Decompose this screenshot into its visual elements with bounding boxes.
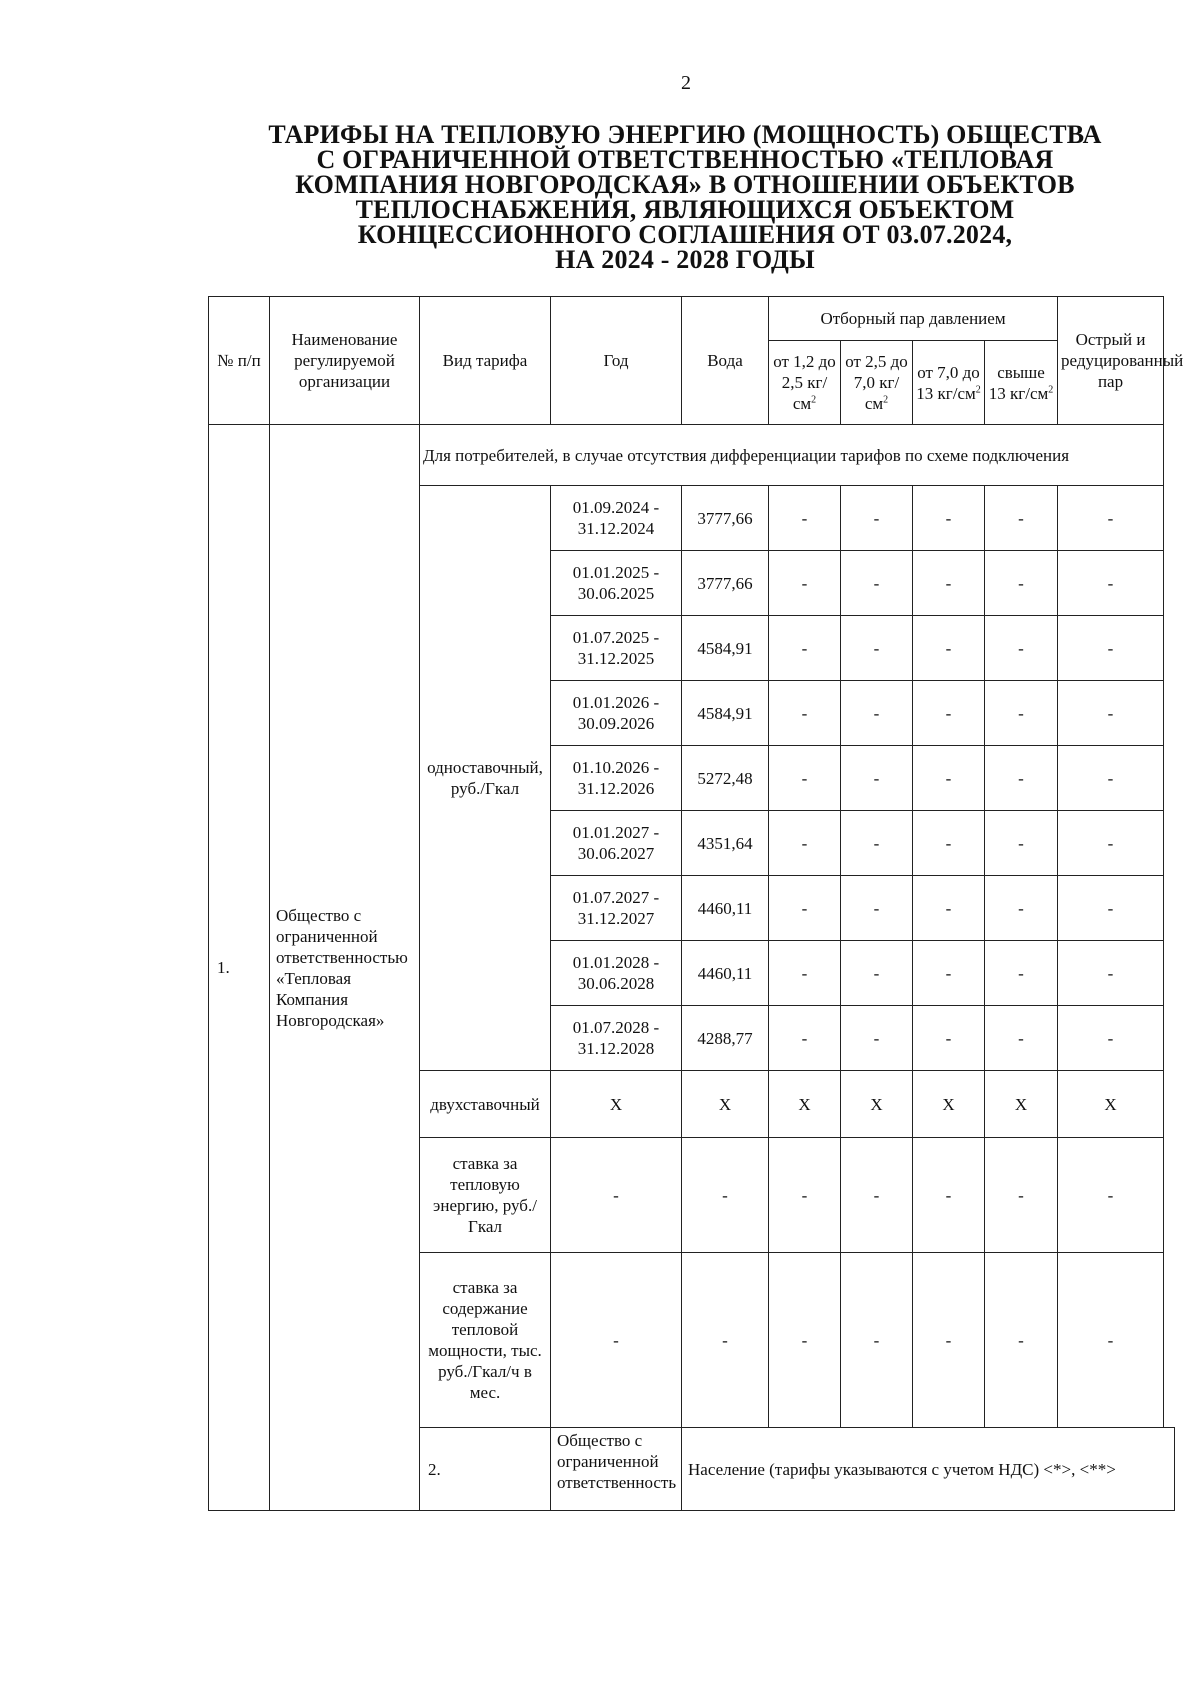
title-line: ТЕПЛОСНАБЖЕНИЯ, ЯВЛЯЮЩИХСЯ ОБЪЕКТОМ (355, 195, 1015, 224)
dash-cell: - (1058, 1006, 1164, 1071)
document-title (220, 122, 1150, 272)
dash-cell: - (769, 1138, 841, 1253)
period-cell: 01.01.2025 - 30.06.2025 (551, 551, 682, 616)
water-value: 3777,66 (682, 486, 769, 551)
x-cell: X (682, 1071, 769, 1138)
water-value: 4460,11 (682, 876, 769, 941)
dash-cell: - (769, 551, 841, 616)
dash-cell: - (913, 811, 985, 876)
dash-cell: - (769, 1006, 841, 1071)
consumer-note: Для потребителей, в случае отсутствия дифференциации тарифов по схеме подключения (420, 425, 1164, 486)
water-value: 4584,91 (682, 616, 769, 681)
period-cell: 01.07.2025 - 31.12.2025 (551, 616, 682, 681)
dash-cell: - (841, 1253, 913, 1428)
title-line: С ОГРАНИЧЕННОЙ ОТВЕТСТВЕННОСТЬЮ «ТЕПЛОВАЯ (316, 145, 1054, 174)
title-line: НА 2024 - 2028 ГОДЫ (555, 245, 815, 274)
dash-cell: - (769, 941, 841, 1006)
water-value: 4288,77 (682, 1006, 769, 1071)
header-year: Год (551, 297, 682, 425)
water-value: 3777,66 (682, 551, 769, 616)
organization-name: Общество с ограниченной ответственностью «Тепловая Компания Новгородская» (270, 425, 420, 1511)
header-water: Вода (682, 297, 769, 425)
dash-cell: - (985, 551, 1058, 616)
dash-cell: - (551, 1138, 682, 1253)
dash-cell: - (913, 876, 985, 941)
x-cell: X (769, 1071, 841, 1138)
header-steam-group: Отборный пар давлением (769, 297, 1058, 341)
dash-cell: - (1058, 551, 1164, 616)
period-cell: 01.01.2028 - 30.06.2028 (551, 941, 682, 1006)
header-num: № п/п (209, 297, 270, 425)
period-cell: 01.01.2026 - 30.09.2026 (551, 681, 682, 746)
header-steam-2: от 2,5 до 7,0 $кг/см^2$ (841, 341, 913, 425)
page-number: 2 (681, 72, 691, 94)
dash-cell: - (985, 486, 1058, 551)
dash-cell: - (985, 941, 1058, 1006)
x-cell: X (913, 1071, 985, 1138)
organization-name: Общество с ограниченной ответственность (551, 1428, 682, 1511)
dash-cell: - (1058, 941, 1164, 1006)
header-sharp-steam: Острый и редуцированный пар (1058, 297, 1164, 425)
dash-cell: - (1058, 486, 1164, 551)
header-tariff-type: Вид тарифа (420, 297, 551, 425)
tariff-table (208, 296, 1184, 1511)
dash-cell: - (769, 486, 841, 551)
dash-cell: - (841, 1138, 913, 1253)
period-cell: 01.07.2028 - 31.12.2028 (551, 1006, 682, 1071)
dash-cell: - (1058, 616, 1164, 681)
dash-cell: - (985, 746, 1058, 811)
dash-cell: - (913, 1253, 985, 1428)
header-steam-4: свыше 13 $кг/см^2$ (985, 341, 1058, 425)
dash-cell: - (913, 1138, 985, 1253)
dash-cell: - (841, 746, 913, 811)
dash-cell: - (769, 681, 841, 746)
single-rate-label: одноставочный, руб./Гкал (420, 486, 551, 1071)
dash-cell: - (841, 1006, 913, 1071)
dash-cell: - (682, 1253, 769, 1428)
dash-cell: - (913, 681, 985, 746)
row-number: 2. (420, 1428, 551, 1511)
header-steam-3: от 7,0 до 13 $кг/см^2$ (913, 341, 985, 425)
period-cell: 01.09.2024 - 31.12.2024 (551, 486, 682, 551)
period-cell: 01.07.2027 - 31.12.2027 (551, 876, 682, 941)
water-value: 4460,11 (682, 941, 769, 1006)
header-steam-1: от 1,2 до 2,5 $кг/см^2$ (769, 341, 841, 425)
dash-cell: - (841, 551, 913, 616)
dash-cell: - (913, 746, 985, 811)
x-cell: X (1058, 1071, 1164, 1138)
dash-cell: - (841, 616, 913, 681)
dash-cell: - (985, 1138, 1058, 1253)
dash-cell: - (985, 681, 1058, 746)
dash-cell: - (1058, 876, 1164, 941)
water-value: 4351,64 (682, 811, 769, 876)
capacity-rate-label: ставка за содержание тепловой мощности, тыс. руб./Гкал/ч в мес. (420, 1253, 551, 1428)
dash-cell: - (913, 941, 985, 1006)
row-number: 1. (209, 425, 270, 1511)
period-cell: 01.10.2026 - 31.12.2026 (551, 746, 682, 811)
x-cell: X (841, 1071, 913, 1138)
table-row (209, 425, 1175, 486)
dash-cell: - (1058, 1138, 1164, 1253)
dash-cell: - (913, 486, 985, 551)
x-cell: X (985, 1071, 1058, 1138)
dash-cell: - (913, 551, 985, 616)
dash-cell: - (985, 1253, 1058, 1428)
x-cell: X (551, 1071, 682, 1138)
title-line: ТАРИФЫ НА ТЕПЛОВУЮ ЭНЕРГИЮ (МОЩНОСТЬ) ОБЩЕСТВА (268, 120, 1102, 149)
population-note: Население (тарифы указываются с учетом НДС) <*>, <**> (682, 1428, 1175, 1511)
water-value: 4584,91 (682, 681, 769, 746)
dash-cell: - (769, 746, 841, 811)
dash-cell: - (1058, 681, 1164, 746)
dash-cell: - (1058, 1253, 1164, 1428)
water-value: 5272,48 (682, 746, 769, 811)
dash-cell: - (769, 876, 841, 941)
dash-cell: - (985, 811, 1058, 876)
dash-cell: - (913, 1006, 985, 1071)
header-org: Наименование регулируемой организации (270, 297, 420, 425)
dash-cell: - (913, 616, 985, 681)
dash-cell: - (841, 811, 913, 876)
two-rate-label: двухставочный (420, 1071, 551, 1138)
title-line: КОНЦЕССИОННОГО СОГЛАШЕНИЯ ОТ 03.07.2024, (357, 220, 1013, 249)
energy-rate-label: ставка за тепловую энергию, руб./Гкал (420, 1138, 551, 1253)
dash-cell: - (985, 1006, 1058, 1071)
dash-cell: - (841, 486, 913, 551)
dash-cell: - (841, 876, 913, 941)
dash-cell: - (769, 811, 841, 876)
dash-cell: - (1058, 746, 1164, 811)
dash-cell: - (769, 1253, 841, 1428)
header-row (209, 297, 1175, 341)
dash-cell: - (841, 681, 913, 746)
title-line: КОМПАНИЯ НОВГОРОДСКАЯ» В ОТНОШЕНИИ ОБЪЕКТОВ (295, 170, 1075, 199)
dash-cell: - (841, 941, 913, 1006)
dash-cell: - (1058, 811, 1164, 876)
dash-cell: - (682, 1138, 769, 1253)
dash-cell: - (985, 876, 1058, 941)
dash-cell: - (769, 616, 841, 681)
period-cell: 01.01.2027 - 30.06.2027 (551, 811, 682, 876)
dash-cell: - (985, 616, 1058, 681)
dash-cell: - (551, 1253, 682, 1428)
